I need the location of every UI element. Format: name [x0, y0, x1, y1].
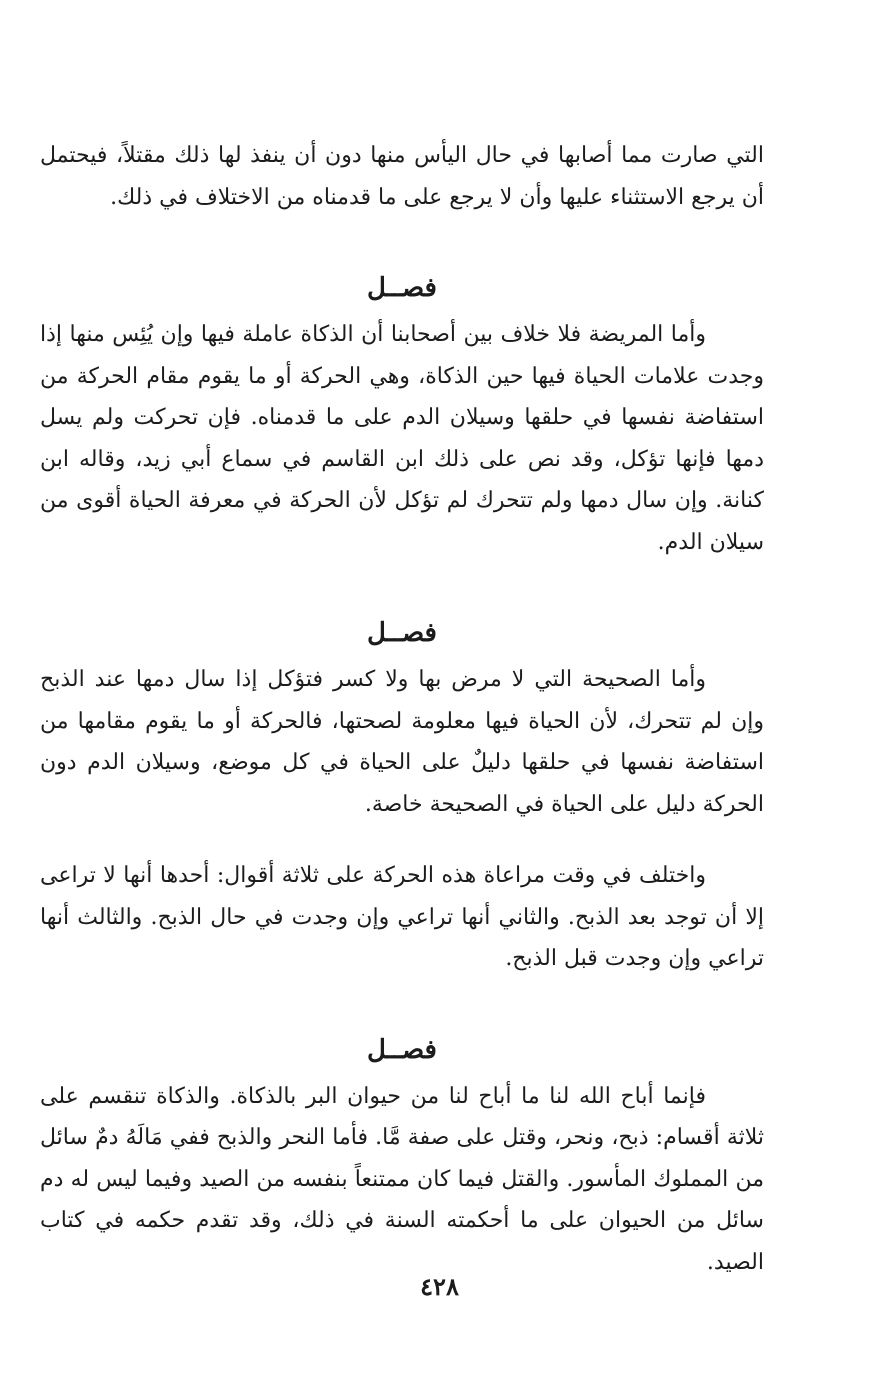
- page-number: ٤٢٨: [420, 1272, 459, 1301]
- paragraph-slaughter-types: فإنما أباح الله لنا ما أباح لنا من حيوان البر بالذكاة. والذكاة تنقسم على ثلاثة أقسام: ذبح، ونحر، وقتل على صفة مَّا. فأما النحر والذبح ففي مَالَهُ دمٌ سائل من المملوك المأسور. والقتل فيما كان ممتنعاً بنفسه من الصيد وفيما ليس له دم سائل من الحيوان على ما أحكمته السنة في ذلك، وقد تقدم حكمه في كتاب الصيد.: [40, 1083, 764, 1275]
- section-heading-3: فصــل: [367, 1034, 437, 1065]
- section-heading-2: فصــل: [367, 618, 437, 648]
- paragraph-continuation: التي صارت مما أصابها في حال اليأس منها دون أن ينفذ لها ذلك مقتلاً، فيحتمل أن يرجع الاستثناء عليها وأن لا يرجع على ما قدمناه من الاختلاف في ذلك.: [40, 143, 764, 210]
- section-heading-1: فصــل: [367, 273, 437, 303]
- paragraph-sick-animal: وأما المريضة فلا خلاف بين أصحابنا أن الذكاة عاملة فيها وإن يُئِس منها إذا وجدت علامات الحياة فيها حين الذكاة، وهي الحركة أو ما يقوم مقام الحركة من استفاضة نفسها في حلقها وسيلان الدم على ما قدمناه. فإن تحركت ولم يسل دمها فإنها تؤكل، وقد نص على ذلك ابن القاسم في سماع أبي زيد، وقاله ابن كنانة. وإن سال دمها ولم تتحرك لم تؤكل لأن الحركة في معرفة الحياة أقوى من سيلان الدم.: [40, 322, 764, 555]
- page-body: [40, 135, 764, 1283]
- paragraph-movement-timing: واختلف في وقت مراعاة هذه الحركة على ثلاثة أقوال: أحدها أنها لا تراعى إلا أن توجد بعد الذبح. والثاني أنها تراعي وإن وجدت في حال الذبح. والثالث أنها تراعي وإن وجدت قبل الذبح.: [40, 863, 764, 971]
- paragraph-healthy-animal: وأما الصحيحة التي لا مرض بها ولا كسر فتؤكل إذا سال دمها عند الذبح وإن لم تتحرك، لأن الحياة فيها معلومة لصحتها، فالحركة أو ما يقوم مقامها من استفاضة نفسها في حلقها دليلٌ على الحياة في كل موضع، وسيلان الدم دون الحركة دليل على الحياة في الصحيحة خاصة.: [40, 667, 764, 817]
